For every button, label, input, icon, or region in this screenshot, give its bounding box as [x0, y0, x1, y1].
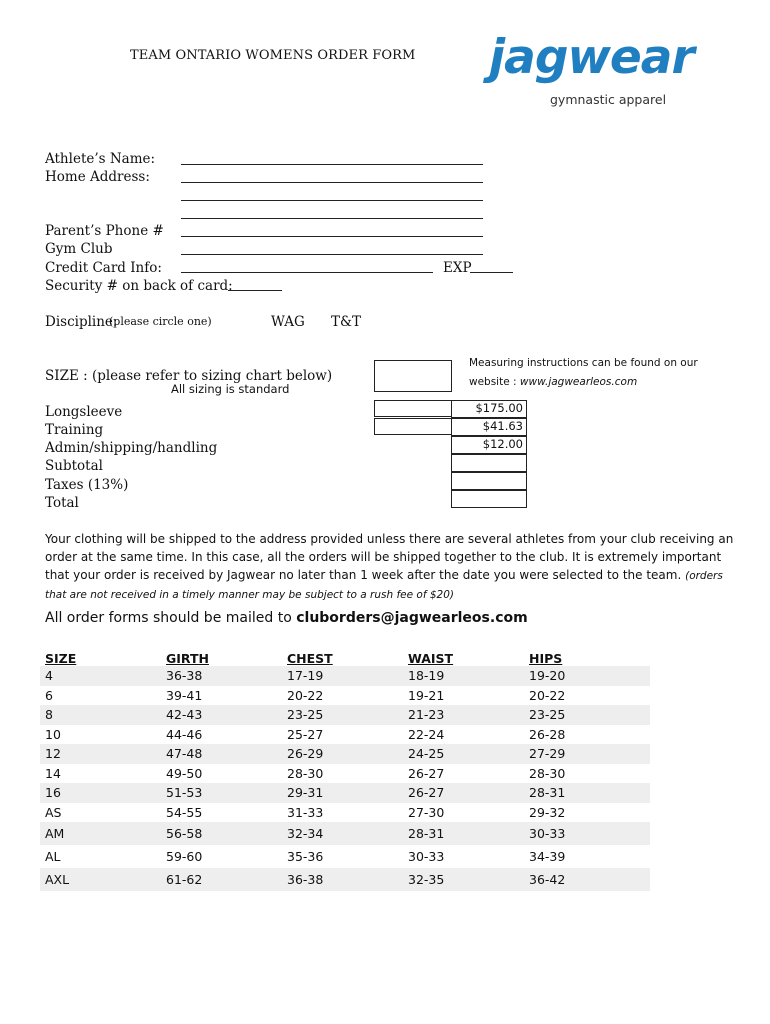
table-cell: 42-43: [161, 705, 282, 725]
table-row: [40, 725, 650, 745]
table-cell: 6: [45, 687, 53, 703]
size-chart-table: [40, 646, 650, 891]
table-cell: 27-30: [408, 804, 445, 820]
table-cell: 54-55: [166, 804, 203, 820]
form-title: TEAM ONTARIO WOMENS ORDER FORM: [130, 48, 416, 63]
table-cell: 44-46: [166, 726, 203, 742]
item-admin-label: Admin/shipping/handling: [45, 440, 218, 456]
measuring-website: website : www.jagwearleos.com: [469, 376, 638, 388]
girth-header: GIRTH: [166, 651, 209, 666]
home-address-field-1[interactable]: [181, 182, 483, 183]
table-cell: 29-32: [529, 804, 566, 820]
security-field[interactable]: [228, 290, 282, 291]
table-cell: 24-25: [403, 744, 524, 764]
table-cell: 20-22: [529, 687, 566, 703]
table-row: [40, 764, 650, 784]
jagwear-logo: jagwear: [489, 30, 694, 85]
table-cell: 23-25: [282, 705, 403, 725]
longsleeve-qty-box[interactable]: [374, 400, 452, 417]
size-label: SIZE : (please refer to sizing chart below): [45, 368, 333, 384]
taxes-box[interactable]: [451, 472, 527, 490]
credit-card-field[interactable]: [181, 272, 433, 273]
table-cell: 32-35: [403, 868, 524, 891]
discipline-option-wag[interactable]: WAG: [271, 314, 305, 330]
table-cell: 36-38: [282, 868, 403, 891]
item-total-label: Total: [45, 495, 79, 511]
hips-header: HIPS: [529, 651, 563, 666]
training-qty-box[interactable]: [374, 418, 452, 435]
table-cell: 17-19: [282, 666, 403, 686]
table-cell: 56-58: [161, 822, 282, 845]
longsleeve-amount: $175.00: [475, 401, 523, 415]
table-cell: 61-62: [161, 868, 282, 891]
credit-card-label: Credit Card Info:: [45, 260, 162, 276]
athlete-name-field[interactable]: [181, 164, 483, 165]
table-cell: 19-20: [524, 666, 650, 686]
table-row: [40, 686, 650, 706]
parent-phone-field[interactable]: [181, 236, 483, 237]
table-cell: 26-28: [529, 726, 566, 742]
table-cell: AS: [45, 804, 62, 820]
mail-instructions: All order forms should be mailed to cluborders@jagwearleos.com: [45, 610, 528, 626]
table-cell: 23-25: [524, 705, 650, 725]
table-cell: 12: [40, 744, 161, 764]
training-amount: $41.63: [482, 419, 523, 433]
table-cell: 26-27: [403, 783, 524, 803]
gym-club-field[interactable]: [181, 254, 483, 255]
table-cell: 10: [45, 726, 61, 742]
exp-label: EXP: [443, 260, 472, 276]
website-link[interactable]: www.jagwearleos.com: [519, 376, 638, 388]
table-cell: 30-33: [408, 849, 445, 864]
table-cell: 19-21: [408, 687, 445, 703]
security-label: Security # on back of card:: [45, 278, 233, 294]
shipping-notice: Your clothing will be shipped to the address provided unless there are several athletes from your club receiving an order at the same time. In this case, all the orders will be shipped together to the club. It is extremely important that your order is received by Jagwear no later than 1 week after the date you were selected to the team. (orders that are not received in a timely manner may be subject to a rush fee of $20): [45, 532, 734, 601]
table-cell: 4: [40, 666, 161, 686]
item-taxes-label: Taxes (13%): [45, 477, 129, 493]
total-box[interactable]: [451, 490, 527, 508]
table-row: [40, 705, 650, 725]
table-cell: 16: [40, 783, 161, 803]
table-cell: 21-23: [403, 705, 524, 725]
table-row: [40, 868, 650, 891]
sizing-note: All sizing is standard: [171, 382, 290, 396]
chest-header: CHEST: [287, 651, 333, 666]
table-cell: 34-39: [529, 849, 566, 864]
table-row: [40, 803, 650, 823]
table-row: [40, 783, 650, 803]
parent-phone-label: Parent’s Phone #: [45, 223, 164, 239]
table-cell: 26-29: [282, 744, 403, 764]
size-input-box[interactable]: [374, 360, 452, 392]
exp-field[interactable]: [470, 272, 513, 273]
logo-tagline: gymnastic apparel: [550, 92, 667, 107]
table-cell: AL: [45, 849, 61, 864]
table-cell: 28-31: [403, 822, 524, 845]
table-row: [40, 666, 650, 686]
table-cell: 31-33: [287, 804, 324, 820]
item-longsleeve-label: Longsleeve: [45, 404, 123, 420]
measuring-instructions: Measuring instructions can be found on our: [469, 357, 698, 369]
table-row: [40, 744, 650, 764]
home-address-label: Home Address:: [45, 169, 150, 185]
table-cell: 51-53: [161, 783, 282, 803]
subtotal-box[interactable]: [451, 454, 527, 472]
table-cell: 35-36: [287, 849, 324, 864]
table-cell: 59-60: [166, 849, 203, 864]
table-row: [40, 845, 650, 868]
table-cell: 28-30: [287, 765, 324, 781]
table-cell: 20-22: [287, 687, 324, 703]
discipline-option-tt[interactable]: T&T: [331, 314, 362, 330]
table-cell: 14: [45, 765, 61, 781]
table-cell: 36-38: [161, 666, 282, 686]
table-cell: 28-31: [524, 783, 650, 803]
home-address-field-2[interactable]: [181, 200, 483, 201]
table-cell: 47-48: [161, 744, 282, 764]
home-address-field-3[interactable]: [181, 218, 483, 219]
table-cell: 8: [40, 705, 161, 725]
table-cell: 39-41: [166, 687, 203, 703]
table-cell: 49-50: [166, 765, 203, 781]
rush-fee-note: (orders that are not received in a timely manner may be subject to a rush fee of $20): [45, 570, 723, 601]
waist-header: WAIST: [408, 651, 454, 666]
table-cell: 32-34: [282, 822, 403, 845]
table-cell: 22-24: [408, 726, 445, 742]
table-row: [40, 822, 650, 845]
athlete-name-label: Athlete’s Name:: [45, 151, 156, 167]
table-cell: AXL: [40, 868, 161, 891]
size-header: SIZE: [45, 651, 77, 666]
table-cell: 36-42: [524, 868, 650, 891]
table-cell: 30-33: [524, 822, 650, 845]
discipline-label: Discipline:: [45, 314, 118, 330]
table-cell: AM: [40, 822, 161, 845]
table-cell: 28-30: [529, 765, 566, 781]
order-email[interactable]: cluborders@jagwearleos.com: [296, 610, 528, 626]
table-cell: 27-29: [524, 744, 650, 764]
item-training-label: Training: [45, 422, 104, 438]
table-cell: 29-31: [282, 783, 403, 803]
admin-amount: $12.00: [482, 437, 523, 451]
item-subtotal-label: Subtotal: [45, 458, 103, 474]
table-cell: 25-27: [287, 726, 324, 742]
table-cell: 26-27: [408, 765, 445, 781]
table-cell: 18-19: [403, 666, 524, 686]
gym-club-label: Gym Club: [45, 241, 113, 257]
discipline-note: (please circle one): [109, 315, 212, 328]
